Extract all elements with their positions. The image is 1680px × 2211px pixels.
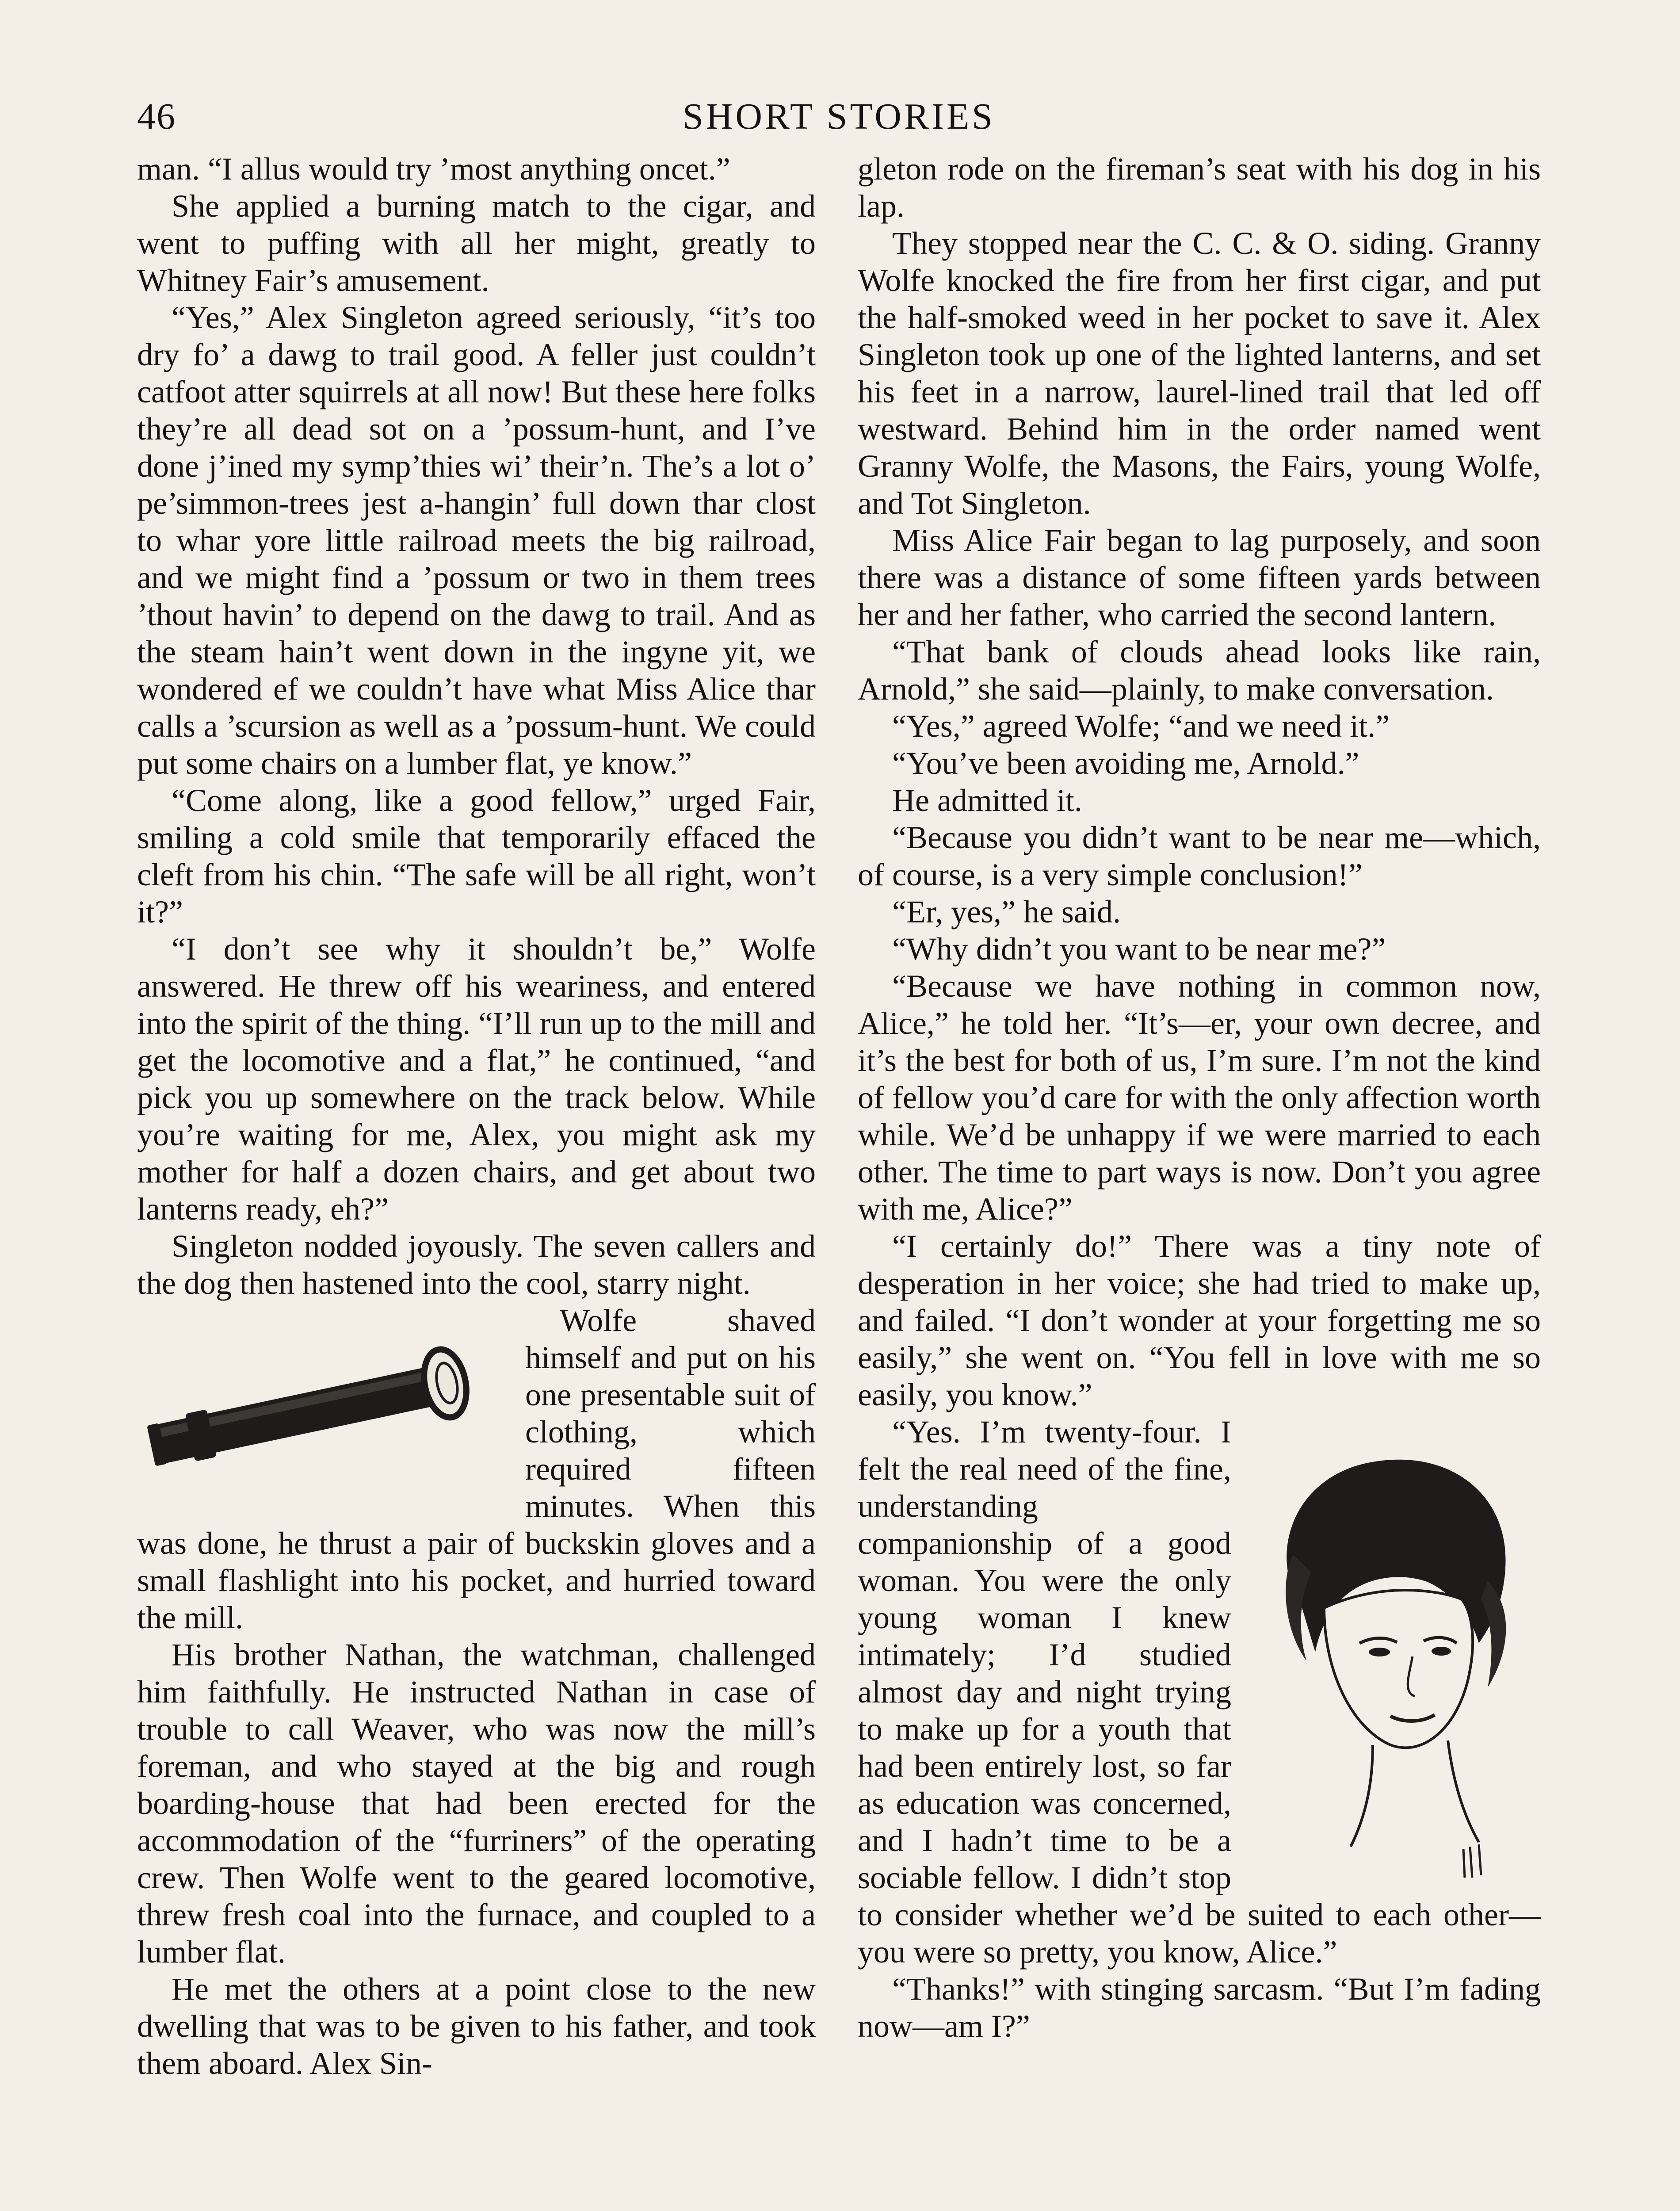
paragraph: He admitted it. [892, 783, 1082, 818]
paragraph: “You’ve been avoiding me, Arnold.” [892, 746, 1359, 781]
paragraph: “Because you didn’t want to be near me—which, of course, is a very simple conclusion!” [858, 820, 1541, 892]
paragraph: She applied a burning match to the cigar, and went to puffing with all her might, greatly to Whitney Fair’s amusement. [137, 188, 816, 298]
paragraph: He met the others at a point close to the new dwelling that was to be given to his father, and took them aboard. Alex Sin- [137, 1971, 816, 2081]
flashlight-illustration [133, 1310, 513, 1496]
paragraph: “Yes. I’m twenty-four. I felt the real need of the fine, understanding companionship of a good woman. You were the only young woman I knew intimately; I’d studied almost day and night trying to make up for a youth that had been entirely lost, so far as education was concerned, and I hadn’t time to be a sociable fellow. I didn’t stop to consider whether we’d be suited to each other—you were so pretty, you know, Alice.” [858, 1414, 1541, 1970]
paragraph: “Er, yes,” he said. [892, 894, 1121, 930]
paragraph: Miss Alice Fair began to lag purposely, and soon there was a distance of some fifteen yards between her and her father, who carried the second lantern. [858, 523, 1541, 632]
woman-portrait-illustration [1240, 1422, 1541, 1886]
paragraph: gleton rode on the fireman’s seat with his dog in his lap. [858, 151, 1541, 224]
paragraph: “Yes,” Alex Singleton agreed seriously, “it’s too dry fo’ a dawg to trail good. A feller just couldn’t catfoot atter squirrels at all now! But these here folks they’re all dead sot on a ’possum-hunt, and I’ve done j’ined my symp’thies wi’ their’n. The’s a lot o’ pe’simmon-trees jest a-hangin’ full down thar clost to whar yore little railroad meets the big railroad, and we might find a ’possum or two in them trees ’thout havin’ to depend on the dawg to trail. And as the steam hain’t went down in the ingyne yit, we wondered ef we couldn’t have what Miss Alice thar calls a ’scursion as well as a ’possum-hunt. We could put some chairs on a lumber flat, ye know.” [137, 300, 816, 781]
paragraph: “Because we have nothing in common now, Alice,” he told her. “It’s—er, your own decree, and it’s the best for both of us, I’m sure. I’m not the kind of fellow you’d care for with the only affection worth while. We’d be unhappy if we were married to each other. The time to part ways is now. Don’t you agree with me, Alice?” [858, 968, 1541, 1227]
paragraph: They stopped near the C. C. & O. siding. Granny Wolfe knocked the fire from her first cigar, and put the half-smoked weed in her pocket to save it. Alex Singleton took up one of the lighted lanterns, and set his feet in a narrow, laurel-lined trail that led off westward. Behind him in the order named went Granny Wolfe, the Masons, the Fairs, young Wolfe, and Tot Singleton. [858, 226, 1541, 521]
paragraph: “Yes,” agreed Wolfe; “and we need it.” [892, 708, 1390, 744]
paragraph: “Come along, like a good fellow,” urged Fair, smiling a cold smile that temporarily effaced the cleft from his chin. “The safe will be all right, won’t it?” [137, 783, 816, 930]
paragraph: “I certainly do!” There was a tiny note of desperation in her voice; she had tried to make up, and failed. “I don’t wonder at your forgetting me so easily,” she went on. “You fell in love with me so easily, you know.” [858, 1228, 1541, 1412]
left-column [137, 150, 816, 2211]
running-head: SHORT STORIES [682, 96, 995, 137]
page-header [137, 95, 1541, 148]
paragraph: man. “I allus would try ’most anything oncet.” [137, 151, 730, 187]
page-number: 46 [137, 96, 176, 137]
paragraph: Singleton nodded joyously. The seven callers and the dog then hastened into the cool, starry night. [137, 1228, 816, 1301]
paragraph: His brother Nathan, the watchman, challenged him faithfully. He instructed Nathan in case of trouble to call Weaver, who was now the mill’s foreman, and who stayed at the big and rough boarding-house that had been erected for the accommodation of the “furriners” of the operating crew. Then Wolfe went to the geared locomotive, threw fresh coal into the furnace, and coupled to a lumber flat. [137, 1637, 816, 1970]
paragraph: “Why didn’t you want to be near me?” [892, 931, 1386, 967]
paragraph: “That bank of clouds ahead looks like rain, Arnold,” she said—plainly, to make conversation. [858, 634, 1541, 707]
paragraph: Wolfe shaved himself and put on his one presentable suit of clothing, which required fifteen minutes. When this was done, he thrust a pair of buckskin gloves and a small flashlight into his pocket, and hurried toward the mill. [137, 1303, 816, 1635]
paragraph: “Thanks!” with stinging sarcasm. “But I’m fading now—am I?” [858, 1971, 1541, 2044]
paragraph: “I don’t see why it shouldn’t be,” Wolfe answered. He threw off his weariness, and entered into the spirit of the thing. “I’ll run up to the mill and get the locomotive and a flat,” he continued, “and pick you up somewhere on the track below. While you’re waiting for me, Alex, you might ask my mother for half a dozen chairs, and get about two lanterns ready, eh?” [137, 931, 816, 1227]
right-column [858, 150, 1541, 2211]
